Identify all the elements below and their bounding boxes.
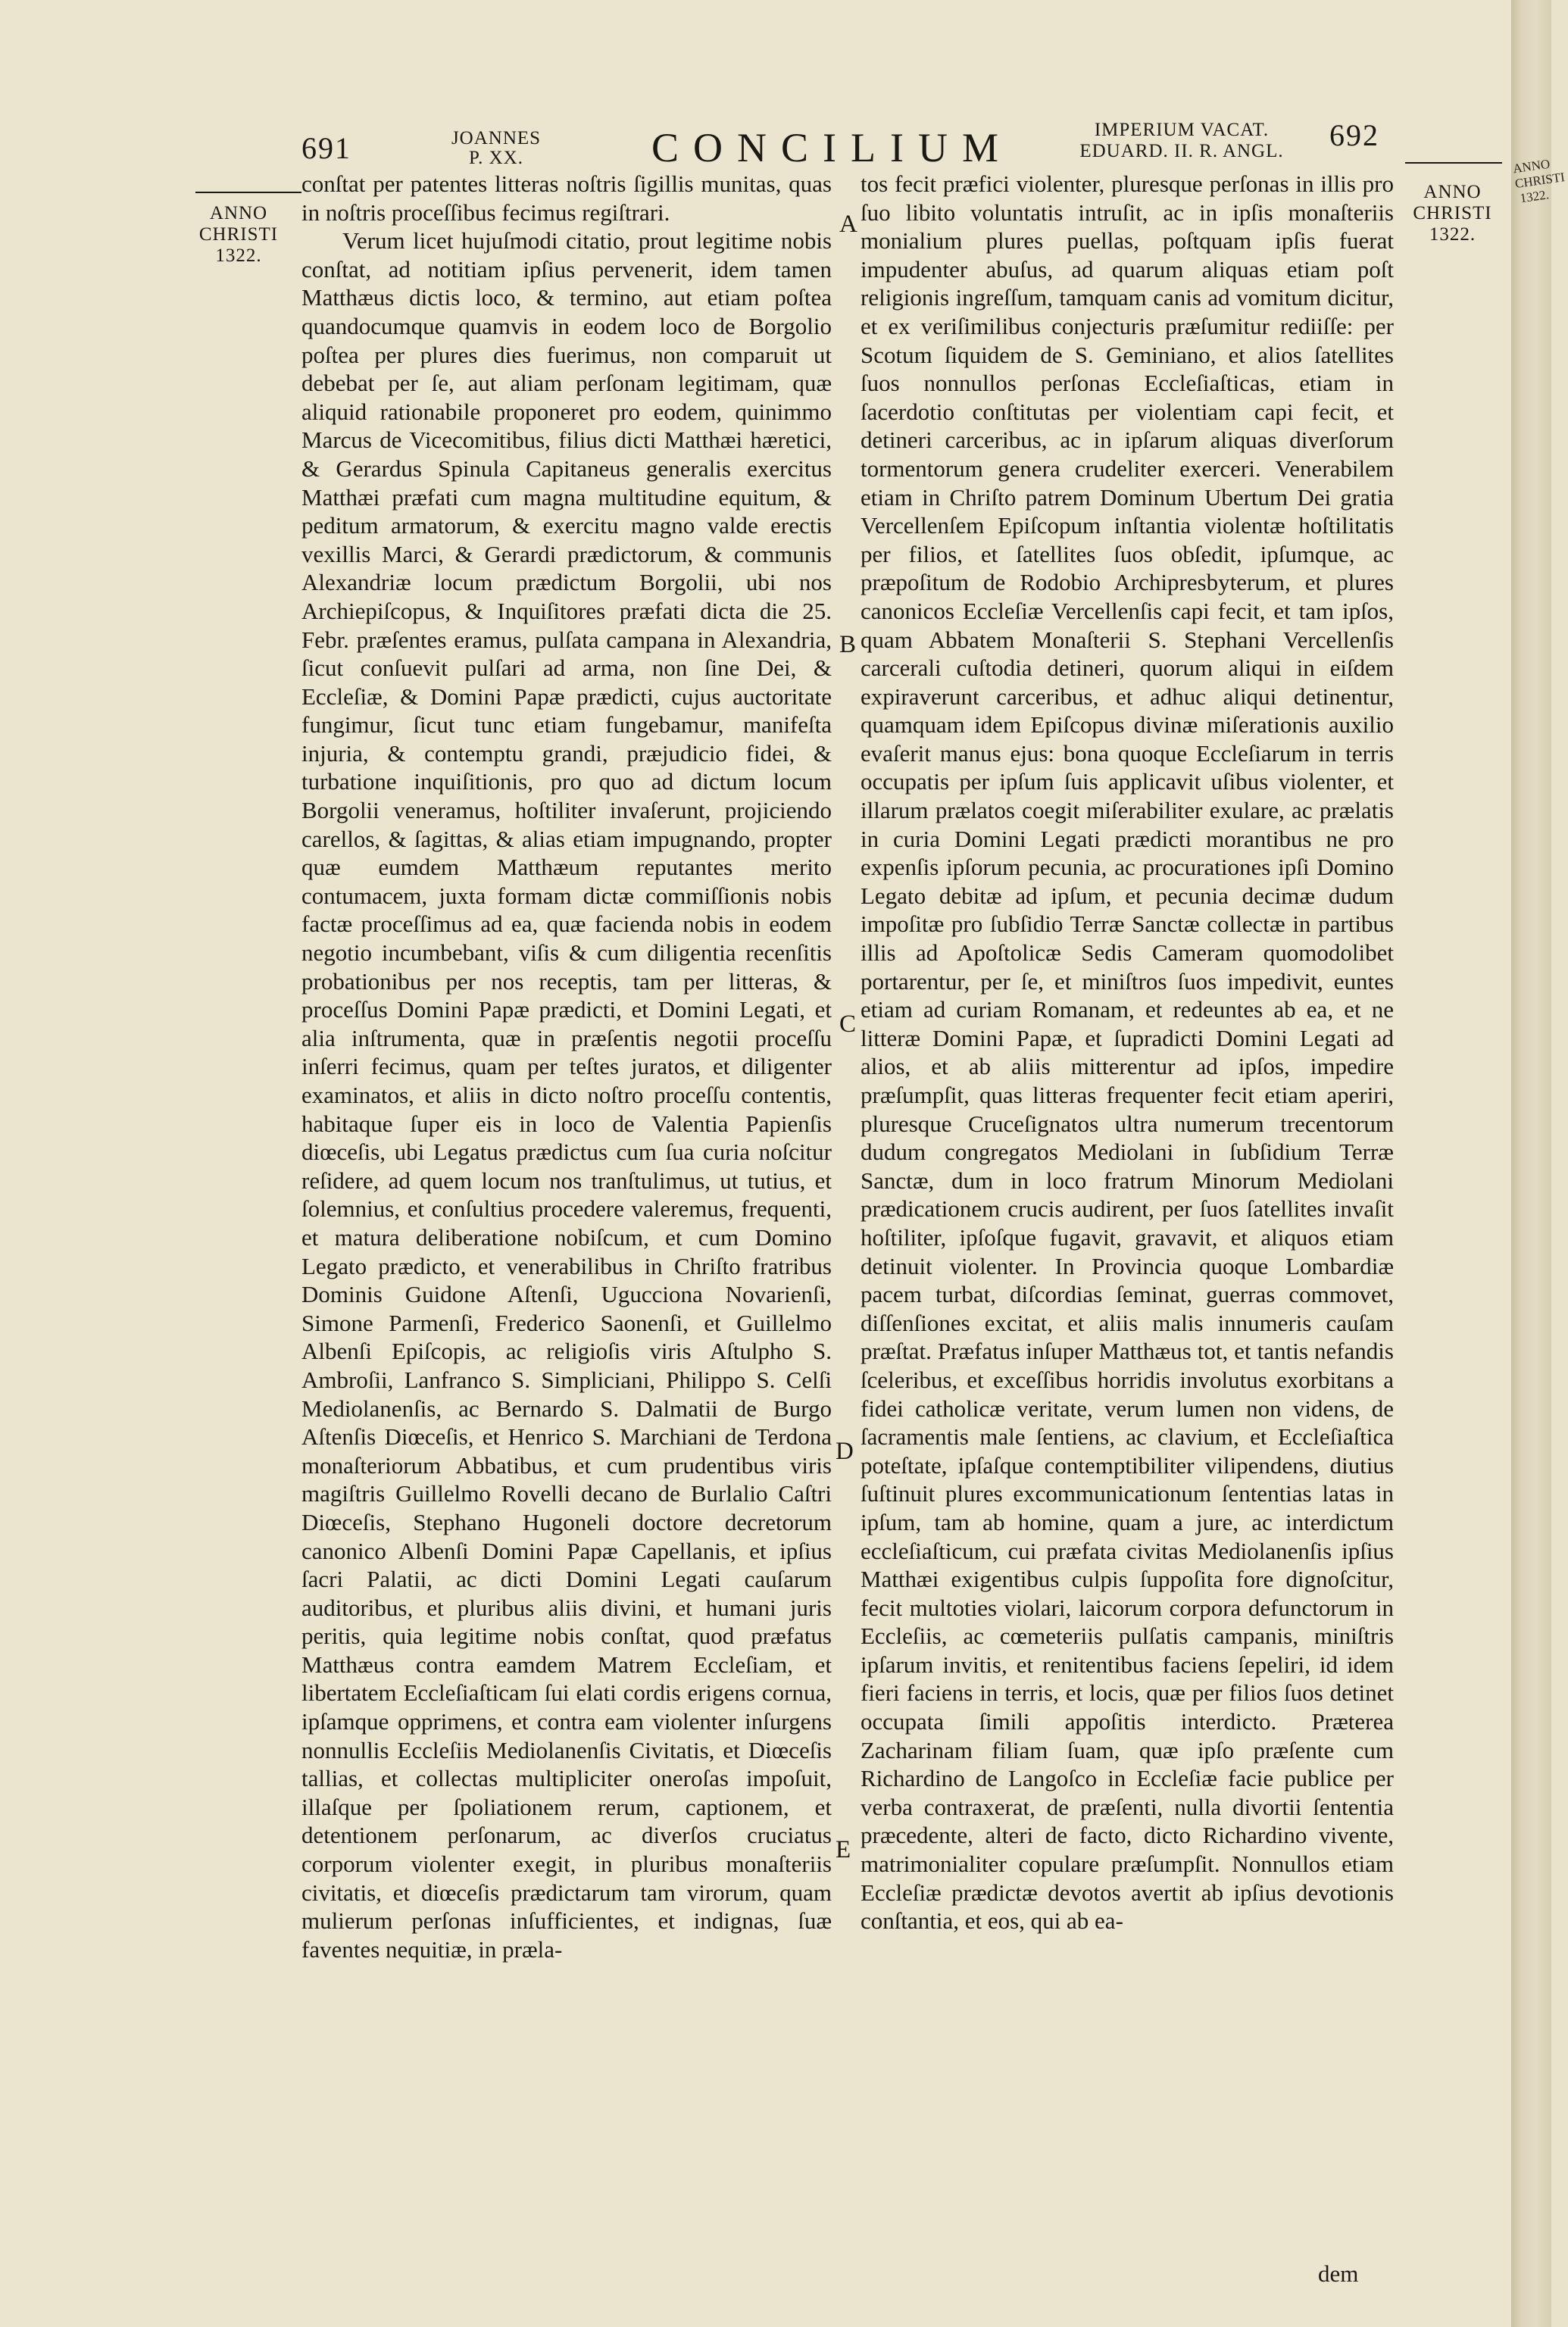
header-left-label [439,129,553,168]
margin-christi: CHRISTI [1413,203,1492,223]
header-pope-name: JOANNES [451,128,542,148]
margin-note-left [193,203,284,267]
margin-christi: CHRISTI [198,224,279,245]
header-pope-number: P. XX. [469,148,523,168]
catchword: dem [1318,2260,1359,2287]
section-letter-a: A [839,211,857,238]
facing-page-margin-note: ANNO CHRISTI 1322. [1512,156,1566,206]
margin-anno: ANNO [1423,182,1482,202]
margin-year: 1322. [215,245,262,266]
page-title: CONCILIUM [651,125,1013,170]
margin-note-right [1405,182,1500,245]
left-column [301,170,832,1963]
page-number-left: 691 [301,131,351,165]
paragraph: conſtat per patentes litteras noſtris ſigillis munitas, quas in noſtris proceſſibus fecimus regiſtrari. [301,170,832,226]
paragraph: Verum licet hujuſmodi citatio, prout legitime nobis conſtat, ad notitiam ipſius pervenerit, idem tamen Matthæus dictis loco, & termino, aut etiam poſtea quandocumque quamvis in eodem loco de Borgolio poſtea per plures dies fuerimus, non comparuit ut debebat per ſe, aut aliam perſonam legitimam, quæ aliquid rationabile proponeret pro eodem, quinimmo Marcus de Vicecomitibus, filius dicti Matthæi hæretici, & Gerardus Spinula Capitaneus generalis exercitus Matthæi præfati cum magna multitudine equitum, & peditum armatorum, & exercitu magno valde erectis vexillis Marci, & Gerardi prædictorum, & communis Alexandriæ locum prædictum Borgolii, ubi nos Archiepiſcopus, & Inquiſitores præfati dicta die 25. Febr. præſentes eramus, pulſata campana in Alexandria, ſicut conſuevit pulſari ad arma, non ſine Dei, & Eccleſiæ, & Domini Papæ prædicti, cujus auctoritate fungimur, ſicut tunc etiam fungebamur, manifeſta injuria, & contemptu grandi, præjudicio fidei, & turbatione inquiſitionis, pro quo ad dictum locum Borgolii veneramus, hoſtiliter invaſerunt, projiciendo carellos, & ſagittas, & alias etiam impugnando, propter quæ eumdem Matthæum reputantes merito contumacem, juxta formam dictæ commiſſionis nobis factæ proceſſimus ad ea, quæ facienda nobis in eodem negotio incumbebant, viſis & cum diligentia recenſitis probationibus per nos receptis, tam per litteras, & proceſſus Domini Papæ prædicti, et Domini Legati, et alia inſtrumenta, quæ in præſentis negotii proceſſu inſerri fecimus, quam per teſtes juratos, et diligenter examinatos, et aliis in dicto noſtro proceſſu contentis, habitaque ſuper eis in loco de Valentia Papienſis diœceſis, ubi Legatus prædictus cum ſua curia noſcitur reſidere, ad quem locum nos tranſtulimus, ut tutius, et ſolemnius, et conſultius procedere valeremus, frequenti, et matura deliberatione nobiſcum, et cum Domino Legato prædicto, et venerabilibus in Chriſto fratribus Dominis Guidone Aſtenſi, Ugucciona Novarienſi, Simone Parmenſi, Frederico Saonenſi, et Guillelmo Albenſi Epiſcopis, ac religioſis viris Aſtulpho S. Ambroſii, Lanfranco S. Simpliciani, Philippo S. Celſi Mediolanenſis, ac Bernardo S. Dalmatii de Burgo Aſtenſis Diœceſis, et Henrico S. Marchiani de Terdona monaſteriorum Abbatibus, et cum prudentibus viris magiſtris Guillelmo Rovelli decano de Burlalio Caſtri Diœceſis, Stephano Hugoneli doctore decretorum canonico Albenſi Domini Papæ Capellanis, et ipſius ſacri Palatii, ac dicti Domini Legati cauſarum auditoribus, et pluribus aliis divini, et humani juris peritis, quia legitime nobis conſtat, quod præfatus Matthæus contra eamdem Matrem Eccleſiam, et libertatem Eccleſiaſticam ſui elati cordis erigens cornua, ipſamque opprimens, et contra eam violenter inſurgens nonnullis Eccleſiis Mediolanenſis Civitatis, et Diœceſis tallias, et collectas multipliciter oneroſas impoſuit, illaſque per ſpoliationem rerum, captionem, et detentionem perſonarum, ac diverſos cruciatus corporum violenter exegit, in pluribus monaſteriis civitatis, et diœceſis prædictarum tam virorum, quam mulierum perſonas inſufficientes, et indignas, ſuæ faventes nequitiæ, in præla- [301,227,832,1963]
section-letter-d: D [836,1438,854,1465]
section-letter-c: C [839,1010,857,1038]
facing-page-edge [1511,0,1566,2327]
section-letter-b: B [839,631,857,658]
margin-anno: ANNO [209,203,268,223]
paragraph: tos fecit præfici violenter, pluresque perſonas in illis pro ſuo libito voluntatis intruſit, ac in ipſis monaſteriis monialium plures puellas, poſtquam ipſis fuerat impudenter abuſus, ad quarum aliquas etiam poſt religionis ingreſſum, tamquam canis ad vomitum dicitur, et ex veriſimilibus conjecturis præſumitur rediiſſe: per Scotum ſiquidem de S. Geminiano, et alios ſatellites ſuos nonnullos perſonas Eccleſiaſticas, etiam in ſacerdotio conſtitutas per violentiam capi fecit, et detineri carceribus, ac in ipſarum aliquas diverſorum tormentorum genera crudeliter exerceri. Venerabilem etiam in Chriſto patrem Dominum Ubertum Dei gratia Vercellenſem Epiſcopum inſtantia violentæ hoſtilitatis per filios, et ſatellites ſuos obſedit, ipſumque, ac præpoſitum de Rodobio Archipresbyterum, et plures canonicos Eccleſiæ Vercellenſis capi fecit, et tam ipſos, quam Abbatem Monaſterii S. Stephani Vercellenſis carcerali cuſtodia detineri, quorum aliqui in eiſdem expiraverunt carceribus, et adhuc aliqui detinentur, quamquam idem Epiſcopus divinæ miſerationis auxilio evaſerit manus ejus: bona quoque Eccleſiarum in terris occupatis per ipſum ſuis applicavit uſibus violenter, et illarum prælatos coegit miſerabiliter exulare, ac prælatis in curia Domini Legati prædicti morantibus ne pro expenſis ipſorum pecunia, ac procurationes ipſi Domino Legato debitæ ad ipſum, et pecunia decimæ dudum impoſitæ pro ſubſidio Terræ Sanctæ collectæ in partibus illis ad Apoſtolicæ Sedis Cameram quomodolibet portarentur, per ſe, et miniſtros ſuos impedivit, euntes etiam ad curiam Romanam, et redeuntes ab ea, et ne litteræ Domini Papæ, et ſupradicti Domini Legati ad alios, et ab aliis mitterentur ad ipſos, impedire præſumpſit, quas litteras frequenter fecit etiam aperiri, pluresque Cruceſignatos ultra numerum trecentorum dudum congregatos Mediolani in ſubſidium Terræ Sanctæ, dum in loco fratrum Minorum Mediolani prædicationem crucis audirent, per ſuos ſatellites invaſit hoſtiliter, ipſoſque fugavit, gravavit, et aliquos etiam detinuit violenter. In Provincia quoque Lombardiæ pacem turbat, diſcordias ſeminat, guerras commovet, diſſenſiones excitat, et aliis malis innumeris cauſam præſtat. Præfatus inſuper Matthæus tot, et tantis nefandis ſceleribus, et exceſſibus horridis involutus exorbitans a fidei catholicæ veritate, verum lumen non videns, de ſacramentis male ſentiens, ac clavium, et Eccleſiaſtica poteſtate, ipſaſque contemptibiliter vilipendens, diutius ſuſtinuit plures excommunicationum ſententias latas in ipſum, tam ab homine, quam a jure, ac interdictum eccleſiaſticum, cui præfata civitas Mediolanenſis ipſius Matthæi exigentibus culpis ſuppoſita fore dignoſcitur, fecit multoties violari, laicorum corpora defunctorum in Eccleſiis, ac cœmeteriis pulſatis campanis, miniſtris ipſarum invitis, et renitentibus faciens ſepeliri, id idem fieri faciens in terris, et locis, quæ per filios ſuos detinet occupata ſimili appoſitis interdicto. Præterea Zacharinam filiam ſuam, quæ ipſo præſente cum Richardino de Langoſco in Eccleſiæ facie publice per verba contraxerat, de præſenti, nulla divortii ſententia præcedente, alteri de facto, dicto Richardino vivente, matrimonialiter copulare præſumpſit. Nonnullos etiam Eccleſiæ prædictæ devotos avertit ab ipſius devotionis conſtantia, et eos, qui ab ea- [861,170,1394,1935]
page-number-right: 692 [1329,118,1379,152]
margin-year: 1322. [1429,224,1476,245]
margin-rule-right [1405,162,1502,164]
header-right-label [1057,120,1307,162]
margin-rule-left [195,192,301,193]
right-column [861,170,1394,1935]
header-imperium: IMPERIUM VACAT. [1094,120,1270,140]
header-king: EDUARD. II. R. ANGL. [1079,141,1284,161]
section-letter-e: E [836,1836,851,1863]
